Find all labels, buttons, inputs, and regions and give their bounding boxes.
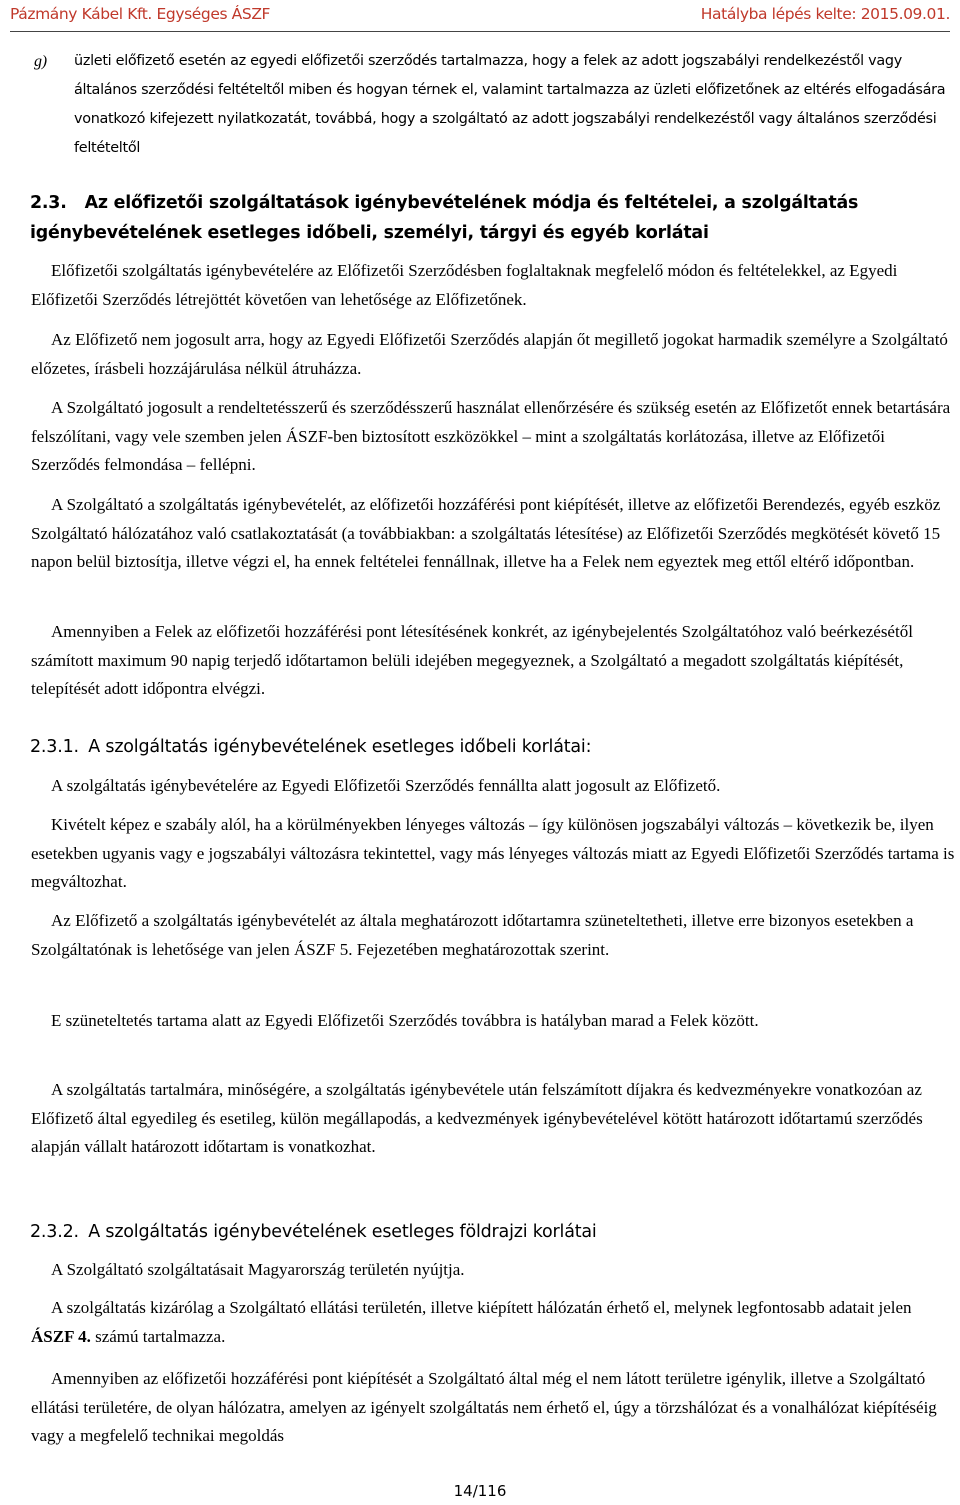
section-heading-2-3-2 (30, 1217, 955, 1247)
section-number: 2.3. (30, 193, 67, 213)
paragraph-text: számú tartalmazza. (90, 1326, 226, 1346)
section-heading-2-3-1 (30, 732, 955, 762)
paragraph: A Szolgáltató a szolgáltatás igénybevételét, az előfizetői hozzáférési pont kiépítését, illetve az előfizetői Berendezés, egyéb eszköz Szolgáltató hálózatához való csatlakoztatását (a továbbiakban: a szolgáltatás létesítése) az Előfizetői Szerződés megkötését követő 15 napon belül biztosítja, illetve végzi el, ha ennek feltételei fennállnak, illetve ha a Felek nem egyeztek meg ettől eltérő időpontban. (31, 495, 941, 571)
paragraph: Az Előfizető a szolgáltatás igénybevételét az általa meghatározott időtartamra szüneteltetheti, illetve erre bizonyos esetekben a Szolgáltatónak is lehetősége van jelen ÁSZF 5. Fejezetében meghatározottak szerint. (31, 911, 914, 959)
header-effective-date: Hatályba lépés kelte: 2015.09.01. (700, 5, 950, 23)
section-number: 2.3.1. (30, 737, 79, 757)
paragraph: Kivételt képez e szabály alól, ha a körülményekben lényeges változás – így különösen jogszabályi változás – következik be, ilyen esetekben ugyanis vagy e jogszabályi változásra tekintettel, vagy más lényeges változás miatt az Egyedi Előfizetői Szerződés tartama is megváltozhat. (31, 815, 955, 891)
paragraph: Előfizetői szolgáltatás igénybevételére az Előfizetői Szerződésben foglaltaknak megfelelő módon és feltételekkel, az Egyedi Előfizetői Szerződés létrejöttét követően van lehetősége az Előfizetőnek. (31, 261, 898, 309)
paragraph: A szolgáltatás tartalmára, minőségére, a szolgáltatás igénybevétele után felszámított díjakra és kedvezményekre vonatkozóan az Előfizető által egyedileg és esetileg, külön megállapodás, a kedvezmények igénybevételével kötött határozott időtartamú szerződés alapján vállalt határozott időtartam is vonatkozhat. (31, 1080, 923, 1156)
paragraph: A Szolgáltató szolgáltatásait Magyarország területén nyújtja. (51, 1260, 465, 1279)
header-company-title: Pázmány Kábel Kft. Egységes ÁSZF (10, 5, 271, 23)
section-title: A szolgáltatás igénybevételének esetleges időbeli korlátai: (88, 737, 592, 757)
section-heading-2-3 (30, 188, 955, 248)
list-item-g (34, 47, 952, 163)
paragraph: Amennyiben a Felek az előfizetői hozzáférési pont létesítésének konkrét, az igénybejelentés Szolgáltatóhoz való beérkezésétől számított maximum 90 napig terjedő időtartamon belüli idejében megegyeznek, a Szolgáltató a megadott szolgáltatás kiépítését, telepítését adott időpontra elvégzi. (31, 622, 913, 698)
list-item-text: üzleti előfizető esetén az egyedi előfizetői szerződés tartalmazza, hogy a felek az adott jogszabályi rendelkezéstől vagy általános szerződési feltételtől miben és hogyan térnek el, valamint tartalmazza az üzleti előfizetőnek az eltérés elfogadására vonatkozó kifejezett nyilatkozatát, továbbá, hogy a szolgáltató az adott jogszabályi rendelkezéstől vagy általános szerződési feltételtől (74, 53, 946, 156)
header-divider (10, 31, 950, 32)
list-marker: g) (34, 53, 47, 70)
paragraph: Amennyiben az előfizetői hozzáférési pont kiépítését a Szolgáltató által még el nem látott területre igénylik, illetve a Szolgáltató ellátási területére, de olyan hálózatra, amelyen az igényelt szolgáltatás nem érhető el, úgy a törzshálózat és a vonalhálózat kiépítéséig vagy a megfelelő technikai megoldás (31, 1369, 937, 1445)
page-number: 14/116 (453, 1482, 507, 1500)
paragraph (31, 1294, 956, 1351)
paragraph: A szolgáltatás igénybevételére az Egyedi Előfizetői Szerződés fennállta alatt jogosult az Előfizető. (51, 776, 721, 795)
aszf-reference: ÁSZF 4. (31, 1326, 91, 1346)
section-title: Az előfizetői szolgáltatások igénybevételének módja és feltételei, a szolgáltatás igénybevételének esetleges időbeli, személyi, tárgyi és egyéb korlátai (30, 193, 859, 243)
paragraph: Az Előfizető nem jogosult arra, hogy az Egyedi Előfizetői Szerződés alapján őt megillető jogokat harmadik személyre a Szolgáltató előzetes, írásbeli hozzájárulása nélkül átruházza. (31, 330, 948, 378)
section-title: A szolgáltatás igénybevételének esetleges földrajzi korlátai (88, 1222, 597, 1242)
section-number: 2.3.2. (30, 1222, 79, 1242)
paragraph: A Szolgáltató jogosult a rendeltetésszerű és szerződésszerű használat ellenőrzésére és szükség esetén az Előfizetőt ennek betartására felszólítani, vagy vele szemben jelen ÁSZF-ben biztosított eszközökkel – mint a szolgáltatás korlátozása, illetve az Előfizetői Szerződés felmondása – fellépni. (31, 398, 951, 474)
paragraph: E szüneteltetés tartama alatt az Egyedi Előfizetői Szerződés továbbra is hatályban marad a Felek között. (51, 1011, 759, 1030)
paragraph-text: A szolgáltatás kizárólag a Szolgáltató ellátási területén, illetve kiépített hálózatán érhető el, melynek legfontosabb adatait jelen (51, 1298, 912, 1317)
page-header (10, 5, 950, 33)
